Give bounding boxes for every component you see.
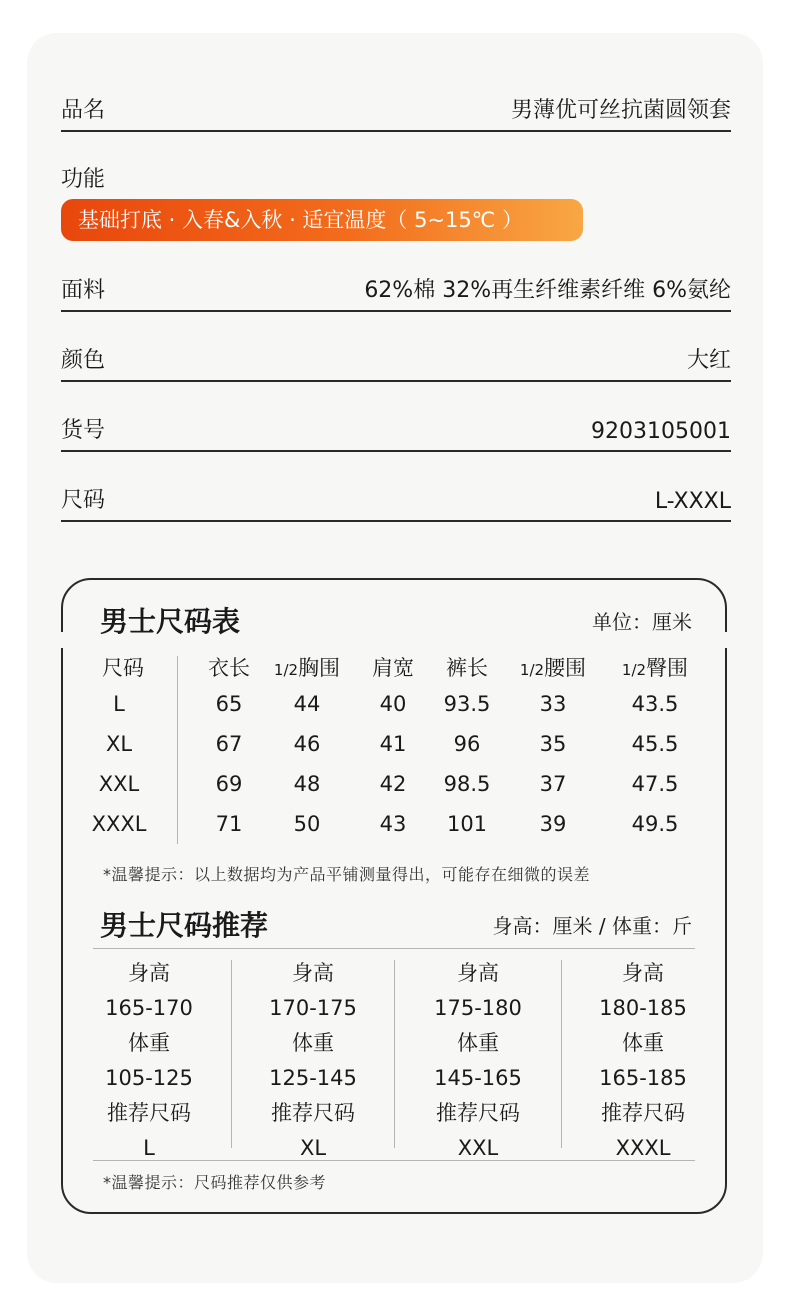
size-table-unit: 单位：厘米 bbox=[592, 610, 692, 634]
fabric-value: 62%棉 32%再生纤维素纤维 6%氨纶 bbox=[364, 278, 731, 303]
size-table bbox=[92, 652, 698, 852]
cell-hip: 47.5 bbox=[631, 772, 679, 796]
cell-pants-length: 98.5 bbox=[443, 772, 491, 796]
size-rec-label: 推荐尺码 bbox=[601, 1101, 685, 1125]
cell-length: 65 bbox=[215, 692, 243, 716]
height-label: 身高 bbox=[128, 961, 170, 985]
size-rec-label: 推荐尺码 bbox=[107, 1101, 191, 1125]
cell-pants-length: 96 bbox=[453, 732, 481, 756]
header-shoulder: 肩宽 bbox=[372, 656, 414, 680]
cell-chest: 44 bbox=[293, 692, 321, 716]
cell-pants-length: 93.5 bbox=[443, 692, 491, 716]
size-rec-value: XL bbox=[299, 1136, 327, 1160]
height-value: 165-170 bbox=[105, 996, 193, 1020]
height-label: 身高 bbox=[622, 961, 664, 985]
recommend-column bbox=[561, 956, 725, 1166]
recommend-column bbox=[396, 956, 560, 1166]
sku-row bbox=[61, 410, 731, 452]
cell-shoulder: 42 bbox=[379, 772, 407, 796]
cell-chest: 50 bbox=[293, 812, 321, 836]
sku-label: 货号 bbox=[61, 418, 106, 443]
color-row bbox=[61, 340, 731, 382]
name-label: 品名 bbox=[61, 98, 106, 123]
cell-chest: 46 bbox=[293, 732, 321, 756]
cell-size: XXL bbox=[98, 772, 140, 796]
cell-waist: 33 bbox=[539, 692, 567, 716]
cell-pants-length: 101 bbox=[446, 812, 488, 836]
header-chest: 1/2胸围 bbox=[273, 656, 341, 680]
size-table-title: 男士尺码表 bbox=[100, 605, 241, 638]
header-hip: 1/2臀围 bbox=[621, 656, 689, 680]
cell-size: XL bbox=[105, 732, 133, 756]
header-length: 衣长 bbox=[208, 656, 250, 680]
table-row bbox=[92, 772, 698, 812]
color-label: 颜色 bbox=[61, 348, 106, 373]
size-rec-label: 推荐尺码 bbox=[271, 1101, 355, 1125]
cell-shoulder: 41 bbox=[379, 732, 407, 756]
size-rec-value: XXL bbox=[457, 1136, 499, 1160]
weight-label: 体重 bbox=[128, 1031, 170, 1055]
recommend-column bbox=[67, 956, 231, 1166]
sku-value: 9203105001 bbox=[591, 419, 731, 444]
cell-chest: 48 bbox=[293, 772, 321, 796]
recommend-column bbox=[231, 956, 395, 1166]
weight-label: 体重 bbox=[457, 1031, 499, 1055]
size-rec-value: XXXL bbox=[615, 1136, 671, 1160]
cell-length: 67 bbox=[215, 732, 243, 756]
height-value: 175-180 bbox=[434, 996, 522, 1020]
weight-label: 体重 bbox=[292, 1031, 334, 1055]
size-rec-value: L bbox=[143, 1136, 155, 1160]
cell-hip: 43.5 bbox=[631, 692, 679, 716]
weight-value: 125-145 bbox=[269, 1066, 357, 1090]
cell-size: L bbox=[113, 692, 125, 716]
weight-value: 145-165 bbox=[434, 1066, 522, 1090]
table-row bbox=[92, 812, 698, 852]
recommend-bottom-line bbox=[93, 1160, 695, 1161]
name-row bbox=[61, 90, 731, 132]
cell-waist: 37 bbox=[539, 772, 567, 796]
height-value: 180-185 bbox=[599, 996, 687, 1020]
table-row bbox=[92, 732, 698, 772]
weight-value: 165-185 bbox=[599, 1066, 687, 1090]
header-waist: 1/2腰围 bbox=[519, 656, 587, 680]
size-table-divider bbox=[177, 656, 178, 844]
size-rec-label: 推荐尺码 bbox=[436, 1101, 520, 1125]
header-size: 尺码 bbox=[102, 656, 144, 680]
size-label: 尺码 bbox=[61, 488, 106, 513]
function-badge: 基础打底 · 入春&入秋 · 适宜温度（ 5~15℃ ） bbox=[61, 199, 583, 241]
weight-label: 体重 bbox=[622, 1031, 664, 1055]
size-row bbox=[61, 480, 731, 522]
height-label: 身高 bbox=[457, 961, 499, 985]
name-value: 男薄优可丝抗菌圆领套 bbox=[510, 98, 731, 123]
fabric-row bbox=[61, 270, 731, 312]
header-pants-length: 裤长 bbox=[446, 656, 488, 680]
cell-hip: 49.5 bbox=[631, 812, 679, 836]
table-row bbox=[92, 692, 698, 732]
cell-length: 69 bbox=[215, 772, 243, 796]
recommend-title: 男士尺码推荐 bbox=[100, 909, 269, 942]
cell-shoulder: 40 bbox=[379, 692, 407, 716]
size-table-note: *温馨提示：以上数据均为产品平铺测量得出，可能存在细微的误差 bbox=[103, 865, 591, 884]
weight-value: 105-125 bbox=[105, 1066, 193, 1090]
cell-length: 71 bbox=[215, 812, 243, 836]
cell-hip: 45.5 bbox=[631, 732, 679, 756]
cell-waist: 39 bbox=[539, 812, 567, 836]
fabric-label: 面料 bbox=[61, 278, 106, 303]
height-value: 170-175 bbox=[269, 996, 357, 1020]
height-label: 身高 bbox=[292, 961, 334, 985]
function-label: 功能 bbox=[61, 167, 106, 192]
recommend-top-line bbox=[93, 948, 695, 949]
recommend-unit: 身高：厘米 / 体重：斤 bbox=[492, 914, 692, 938]
size-table-header bbox=[92, 652, 698, 692]
cell-waist: 35 bbox=[539, 732, 567, 756]
size-value: L-XXXL bbox=[654, 489, 731, 514]
color-value: 大红 bbox=[686, 348, 731, 373]
cell-size: XXXL bbox=[91, 812, 147, 836]
recommend-note: *温馨提示：尺码推荐仅供参考 bbox=[103, 1173, 327, 1192]
cell-shoulder: 43 bbox=[379, 812, 407, 836]
